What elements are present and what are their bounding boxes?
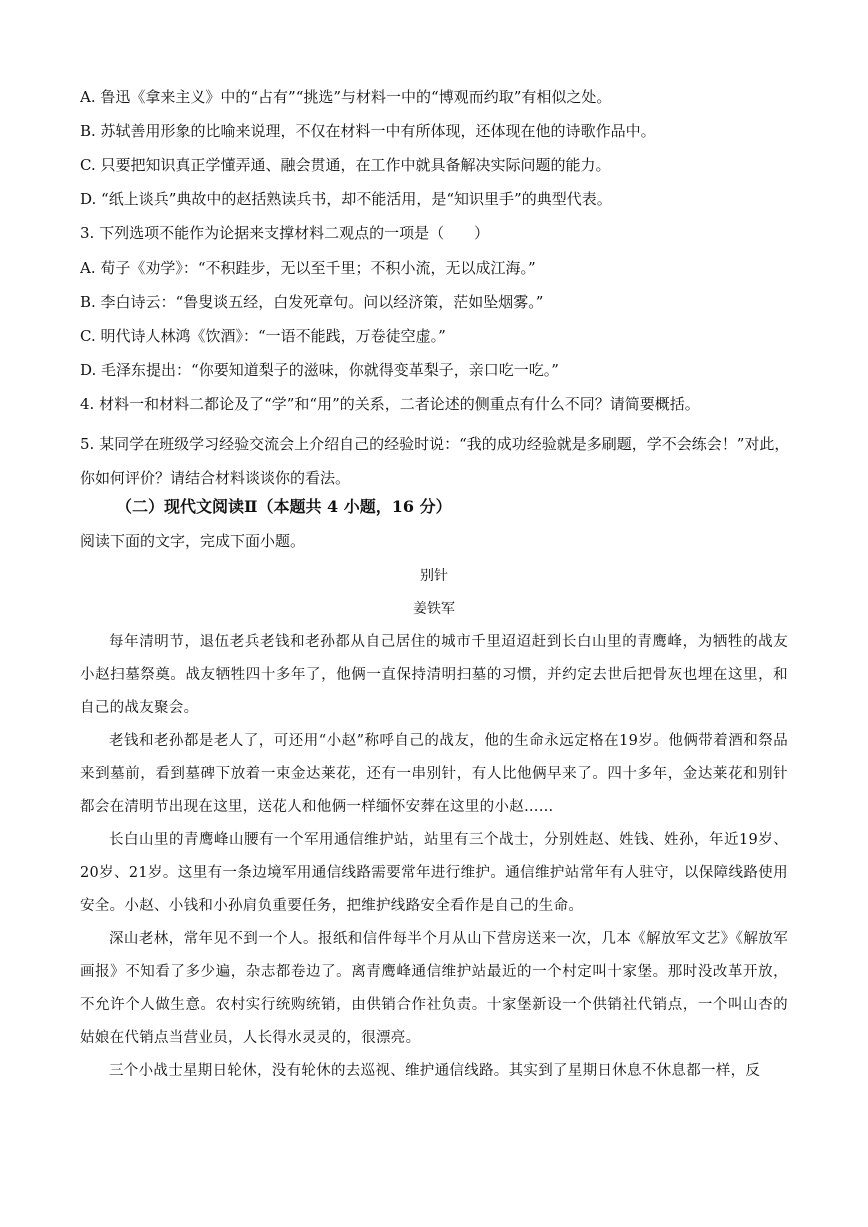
q4-question: 4. 材料一和材料二都论及了“学”和“用”的关系，二者论述的侧重点有什么不同？请简要概括。 [80,395,700,413]
q2-option-d: D. “纸上谈兵”典故中的赵括熟读兵书，却不能活用，是“知识里手”的典型代表。 [80,190,612,208]
story-paragraph: 老钱和老孙都是老人了，可还用“小赵”称呼自己的战友，他的生命永远定格在19岁。他俩带着酒和祭品来到墓前，看到墓碑下放着一束金达莱花，还有一串别针，有人比他俩早来了。四十多年，金达莱花和别针都会在清明节出现在这里，送花人和他俩一样缅怀安葬在这里的小赵…… [80,733,788,815]
q2-option-a: A. 鲁迅《拿来主义》中的“占有”“挑选”与材料一中的“博观而约取”有相似之处。 [80,88,612,106]
q3-option-a: A. 荀子《劝学》：“不积跬步，无以至千里；不积小流，无以成江海。” [80,259,536,277]
section-heading: （二）现代文阅读Ⅱ（本题共 4 小题，16 分） [116,497,452,516]
story-paragraph: 三个小战士星期日轮休，没有轮休的去巡视、维护通信线路。其实到了星期日休息不休息都一样，反 [109,1063,761,1079]
section-instruction: 阅读下面的文字，完成下面小题。 [80,532,306,550]
q2-option-c: C. 只要把知识真正学懂弄通、融会贯通，在工作中就具备解决实际问题的能力。 [80,156,611,174]
q3-option-b: B. 李白诗云：“鲁叟谈五经，白发死章句。问以经济策，茫如坠烟雾。” [80,293,544,311]
q3-stem: 3. 下列选项不能作为论据来支撑材料二观点的一项是（ ） [80,224,490,242]
q5-question: 5. 某同学在班级学习经验交流会上介绍自己的经验时说：“我的成功经验就是多刷题，学不会练会！”对此，你如何评价？请结合材料谈谈你的看法。 [80,435,790,487]
story-paragraph: 每年清明节，退伍老兵老钱和老孙都从自己居住的城市千里迢迢赶到长白山里的青鹰峰，为牺牲的战友小赵扫墓祭奠。战友牺牲四十多年了，他俩一直保持清明扫墓的习惯，并约定去世后把骨灰也埋在这里，和自己的战友聚会。 [80,634,788,716]
q3-option-c: C. 明代诗人林鸿《饮酒》：“一语不能践，万卷徒空虚。” [80,327,446,345]
story-author: 姜铁军 [413,601,455,617]
q2-option-b: B. 苏轼善用形象的比喻来说理，不仅在材料一中有所体现，还体现在他的诗歌作品中。 [80,122,656,140]
story-paragraph: 深山老林，常年见不到一个人。报纸和信件每半个月从山下营房送来一次，几本《解放军文艺》《解放军画报》不知看了多少遍，杂志都卷边了。离青鹰峰通信维护站最近的一个村定叫十家堡。那时没改革开放，不允许个人做生意。农村实行统购统销，由供销合作社负责。十家堡新设一个供销社代销点，一个叫山杏的姑娘在代销点当营业员，人长得水灵灵的，很漂亮。 [80,931,788,1046]
story-paragraph: 长白山里的青鹰峰山腰有一个军用通信维护站，站里有三个战士，分别姓赵、姓钱、姓孙，年近19岁、20岁、21岁。这里有一条边境军用通信线路需要常年进行维护。通信维护站常年有人驻守，以保障线路使用安全。小赵、小钱和小孙肩负重要任务，把维护线路安全看作是自己的生命。 [80,832,788,914]
q3-option-d: D. 毛泽东提出：“你要知道梨子的滋味，你就得变革梨子，亲口吃一吃。” [80,361,559,379]
story-title: 别针 [420,568,448,584]
